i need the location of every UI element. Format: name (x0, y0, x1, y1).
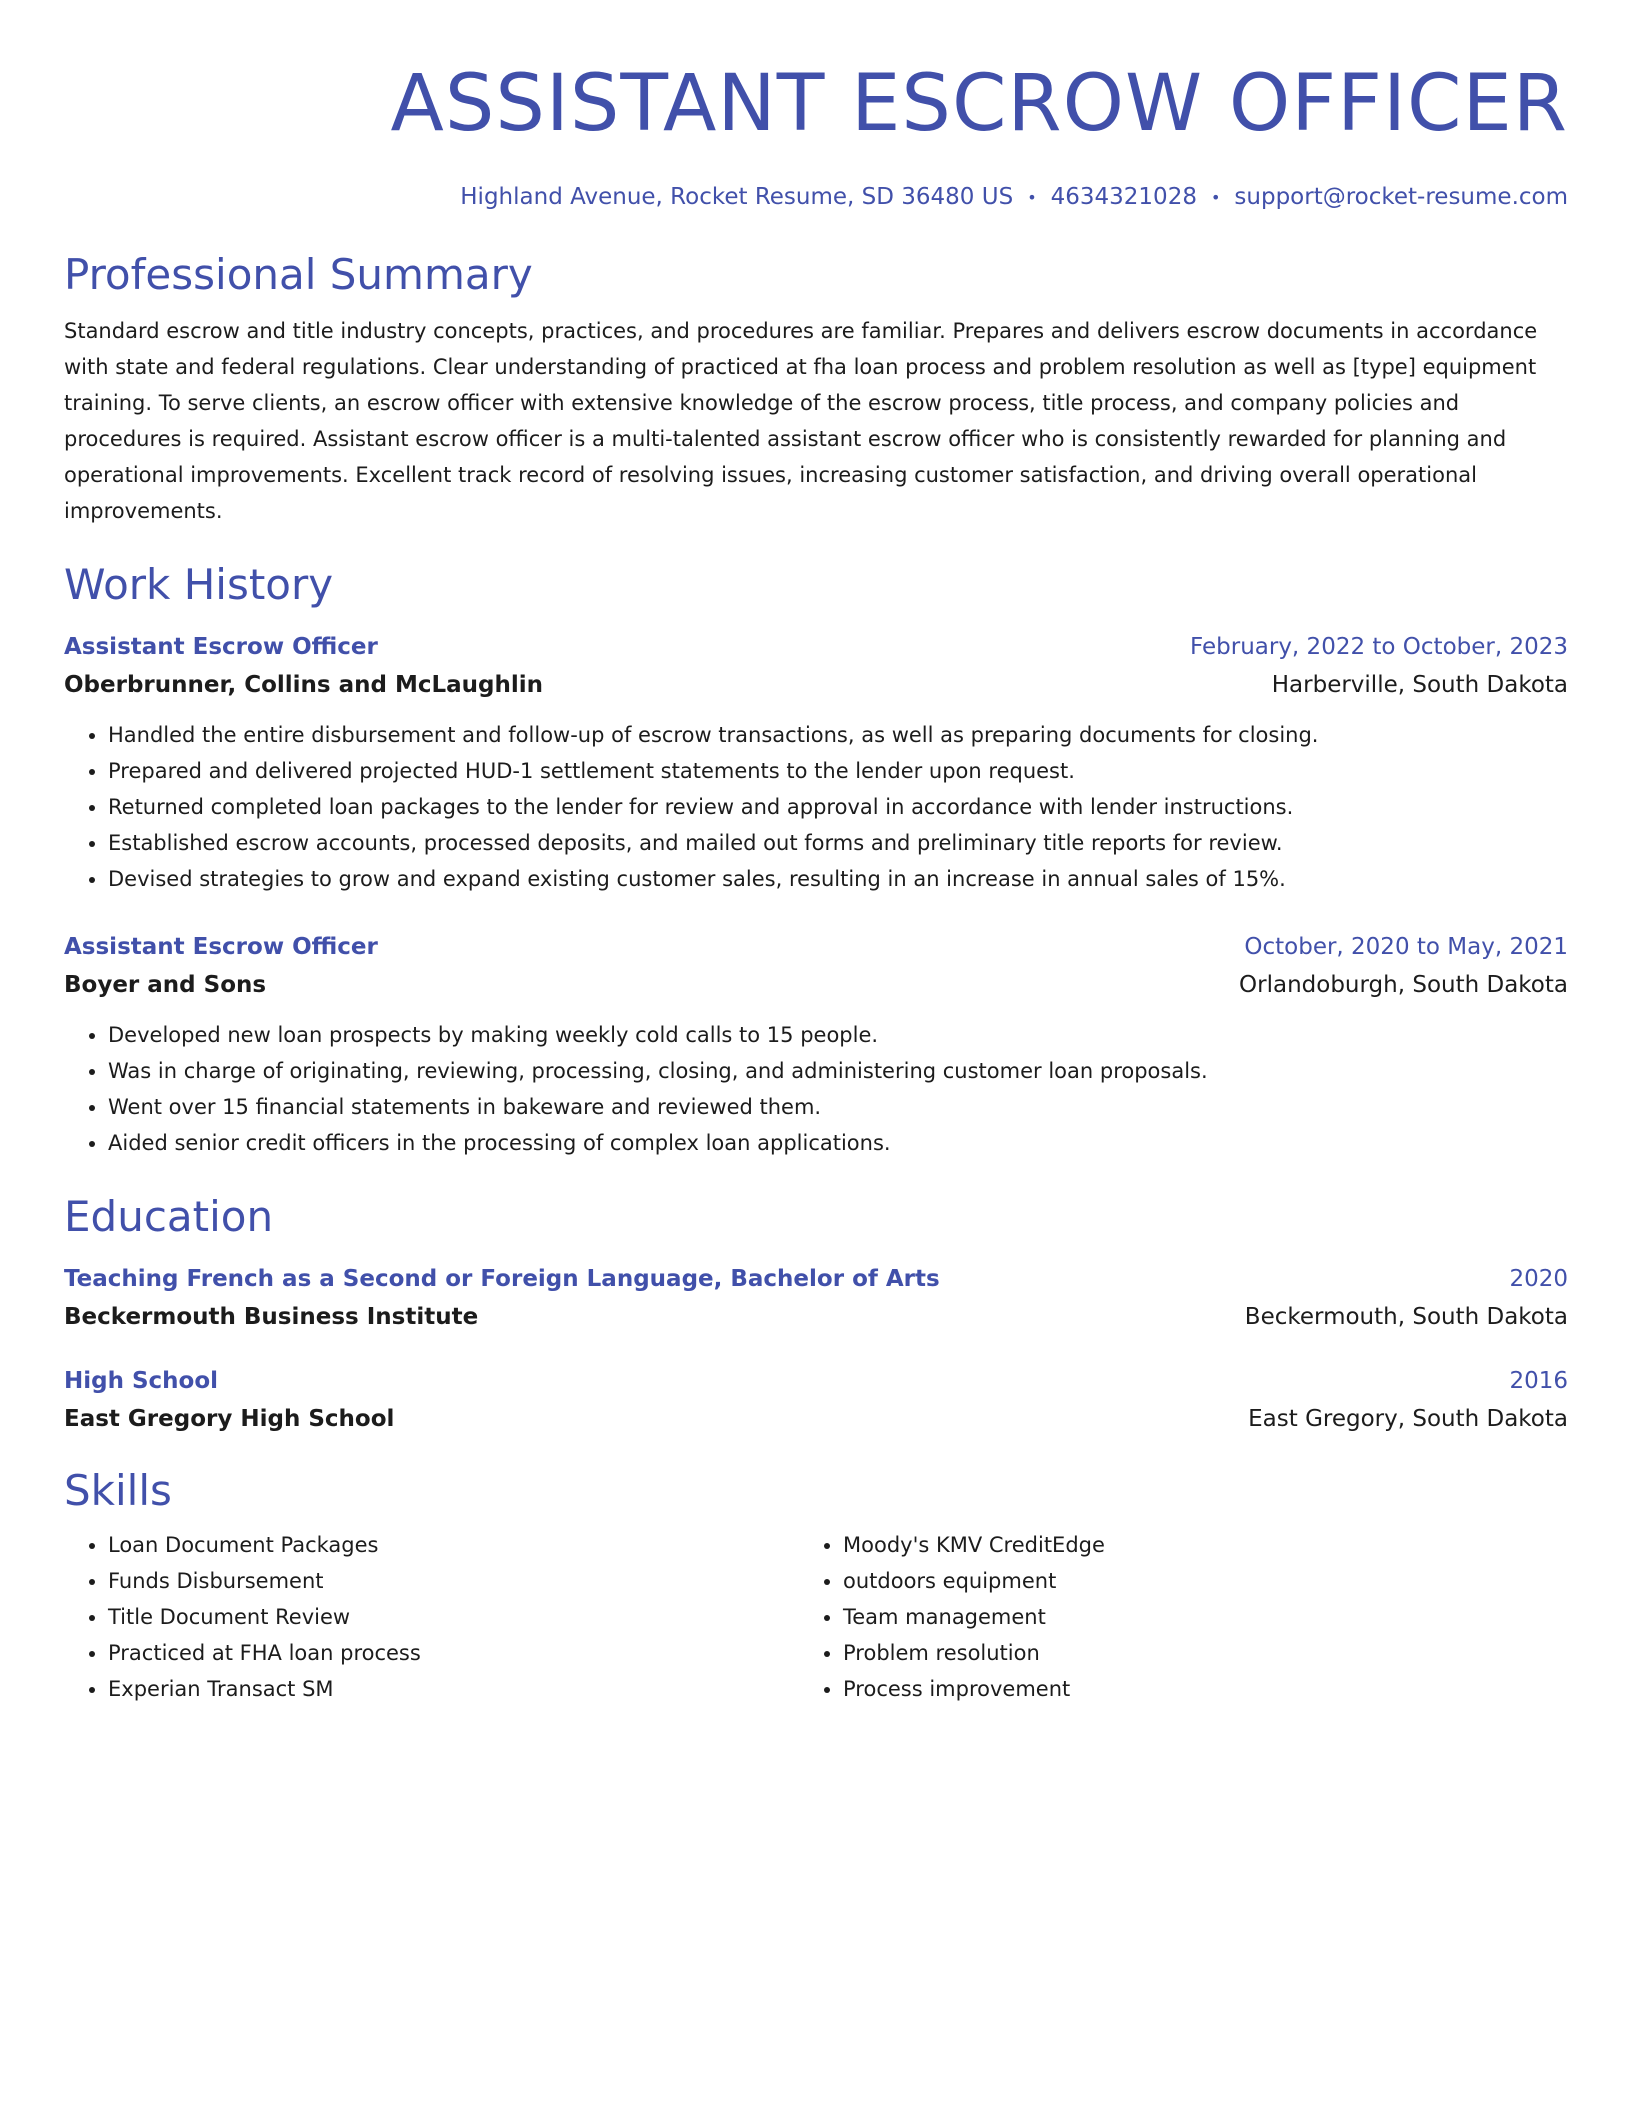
skills-heading: Skills (64, 1465, 172, 1515)
skills-column-left (64, 1527, 799, 1707)
job-dates: October, 2020 to May, 2021 (1244, 933, 1568, 960)
job-dates: February, 2022 to October, 2023 (1190, 633, 1568, 660)
education-heading: Education (64, 1191, 274, 1241)
job-company: Boyer and Sons (64, 971, 267, 998)
skill-item: • Funds Disbursement (108, 1563, 799, 1599)
summary-text: Standard escrow and title industry concepts, practices, and procedures are familiar. Prepares and delivers escrow documents in accordance with state and federal regulations. Clear understanding of practiced at fha loan process and problem resolution as well as [type] equipment training. To serve clients, an escrow officer with extensive knowledge of the escrow process, title process, and company policies and procedures is required. Assistant escrow officer is a multi-talented assistant escrow officer who is consistently rewarded for planning and operational improvements. Excellent track record of resolving issues, increasing customer satisfaction, and driving overall operational improvements. (64, 318, 1538, 523)
contact-phone: 4634321028 (1050, 184, 1197, 210)
education-year: 2020 (1509, 1265, 1568, 1292)
job-bullets (64, 1017, 1568, 1161)
education-entry (64, 1263, 1568, 1333)
summary-heading: Professional Summary (64, 249, 533, 299)
job-location: Orlandoburgh, South Dakota (1239, 971, 1568, 998)
skills-list (64, 1527, 1568, 1707)
education-school: East Gregory High School (64, 1405, 395, 1432)
job-company: Oberbrunner, Collins and McLaughlin (64, 671, 544, 698)
job-bullet: • Was in charge of originating, reviewing, processing, closing, and administering customer loan proposals. (108, 1053, 1568, 1089)
job-bullet: • Developed new loan prospects by making weekly cold calls to 15 people. (108, 1017, 1568, 1053)
skill-item: • outdoors equipment (843, 1563, 1534, 1599)
job-bullet: • Prepared and delivered projected HUD-1 settlement statements to the lender upon request. (108, 753, 1568, 789)
skill-item: • Loan Document Packages (108, 1527, 799, 1563)
job-entry (64, 631, 1568, 897)
job-bullets (64, 717, 1568, 897)
job-bullet: • Returned completed loan packages to the lender for review and approval in accordance with lender instructions. (108, 789, 1568, 825)
education-degree: Teaching French as a Second or Foreign Language, Bachelor of Arts (64, 1265, 940, 1292)
education-location: Beckermouth, South Dakota (1244, 1303, 1568, 1330)
education-school: Beckermouth Business Institute (64, 1303, 479, 1330)
job-role: Assistant Escrow Officer (64, 633, 378, 660)
education-entry (64, 1365, 1568, 1435)
skill-item: • Process improvement (843, 1671, 1534, 1707)
skill-item: • Title Document Review (108, 1599, 799, 1635)
contact-email: support@rocket-resume.com (1234, 184, 1568, 210)
contact-separator: • (1210, 187, 1221, 207)
job-location: Harberville, South Dakota (1271, 671, 1568, 698)
education-year: 2016 (1509, 1367, 1568, 1394)
contact-address: Highland Avenue, Rocket Resume, SD 36480 US (460, 184, 1014, 210)
skill-item: • Experian Transact SM (108, 1671, 799, 1707)
skill-item: • Problem resolution (843, 1635, 1534, 1671)
education-degree: High School (64, 1367, 219, 1394)
resume-title: ASSISTANT ESCROW OFFICER (390, 59, 1568, 149)
skills-column-right (799, 1527, 1534, 1707)
job-bullet: • Went over 15 financial statements in bakeware and reviewed them. (108, 1089, 1568, 1125)
job-entry (64, 931, 1568, 1161)
job-bullet: • Devised strategies to grow and expand existing customer sales, resulting in an increase in annual sales of 15%. (108, 861, 1568, 897)
contact-line (64, 182, 1568, 213)
job-bullet: • Established escrow accounts, processed deposits, and mailed out forms and preliminary title reports for review. (108, 825, 1568, 861)
skill-item: • Practiced at FHA loan process (108, 1635, 799, 1671)
job-role: Assistant Escrow Officer (64, 933, 378, 960)
job-bullet: • Aided senior credit officers in the processing of complex loan applications. (108, 1125, 1568, 1161)
skill-item: • Team management (843, 1599, 1534, 1635)
contact-separator: • (1027, 187, 1037, 207)
education-location: East Gregory, South Dakota (1248, 1405, 1568, 1432)
skill-item: • Moody's KMV CreditEdge (843, 1527, 1534, 1563)
job-bullet: • Handled the entire disbursement and follow-up of escrow transactions, as well as preparing documents for closing. (108, 717, 1568, 753)
work-history-heading: Work History (64, 559, 334, 609)
